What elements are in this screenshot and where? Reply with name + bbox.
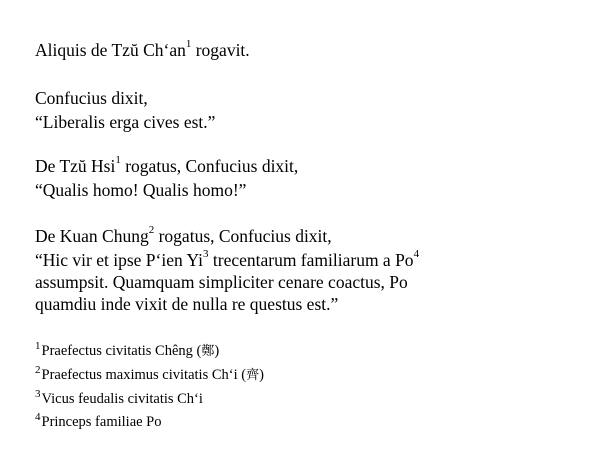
footnote-ref-4: 4 [413, 248, 420, 261]
passage-2-line-2: “Liberalis erga cives est.” [35, 112, 216, 132]
passage-4-line-4: quamdiu inde vixit de nulla re questus est.” [35, 294, 339, 314]
footnote-1 [35, 342, 219, 361]
footnote-2-text: Praefectus maximus civitatis Ch‘i ( [41, 367, 247, 383]
footnote-3-number: 3 [35, 388, 41, 400]
footnote-2 [35, 366, 264, 385]
passage-4-line-2-b: trecentarum familiarum a Po [208, 250, 414, 270]
footnote-ref-1: 1 [185, 38, 192, 51]
passage-4-text: De Kuan Chung [35, 226, 149, 246]
footnote-4 [35, 413, 162, 432]
footnote-1-close: ) [214, 343, 220, 359]
passage-1-text-end: rogavit. [191, 40, 250, 60]
passage-3-text-end: rogatus, Confucius dixit, [120, 156, 299, 176]
passage-4-line-2-a: “Hic vir et ipse P‘ien Yi [35, 250, 203, 270]
footnote-2-chinese: 齊 [246, 368, 260, 383]
footnote-ref-2: 2 [148, 224, 155, 237]
footnote-1-text: Praefectus civitatis Chêng ( [41, 343, 202, 359]
footnote-4-number: 4 [35, 411, 41, 423]
footnote-3-text: Vicus feudalis civitatis Ch‘i [41, 391, 203, 407]
passage-4-line-3: assumpsit. Quamquam simpliciter cenare coactus, Po [35, 272, 408, 292]
passage-4-line-1 [35, 226, 332, 246]
passage-4-line-2 [35, 250, 419, 270]
passage-2-line-1: Confucius dixit, [35, 88, 148, 108]
footnote-ref-3: 3 [203, 248, 209, 261]
footnote-4-text: Princeps familiae Po [41, 414, 162, 430]
footnote-3 [35, 390, 203, 409]
footnote-1-number: 1 [35, 340, 41, 352]
footnote-ref-1b: 1 [115, 154, 121, 167]
passage-4-text-end: rogatus, Confucius dixit, [154, 226, 332, 246]
passage-1-text: Aliquis de Tzŭ Ch‘an [35, 40, 186, 60]
footnote-2-close: ) [259, 367, 264, 383]
passage-1 [35, 40, 250, 60]
footnote-1-chinese: 鄭 [201, 344, 215, 359]
passage-3-text: De Tzŭ Hsi [35, 156, 116, 176]
footnote-2-number: 2 [35, 364, 41, 376]
passage-3-line-1 [35, 156, 298, 176]
passage-3-line-2: “Qualis homo! Qualis homo!” [35, 180, 247, 200]
